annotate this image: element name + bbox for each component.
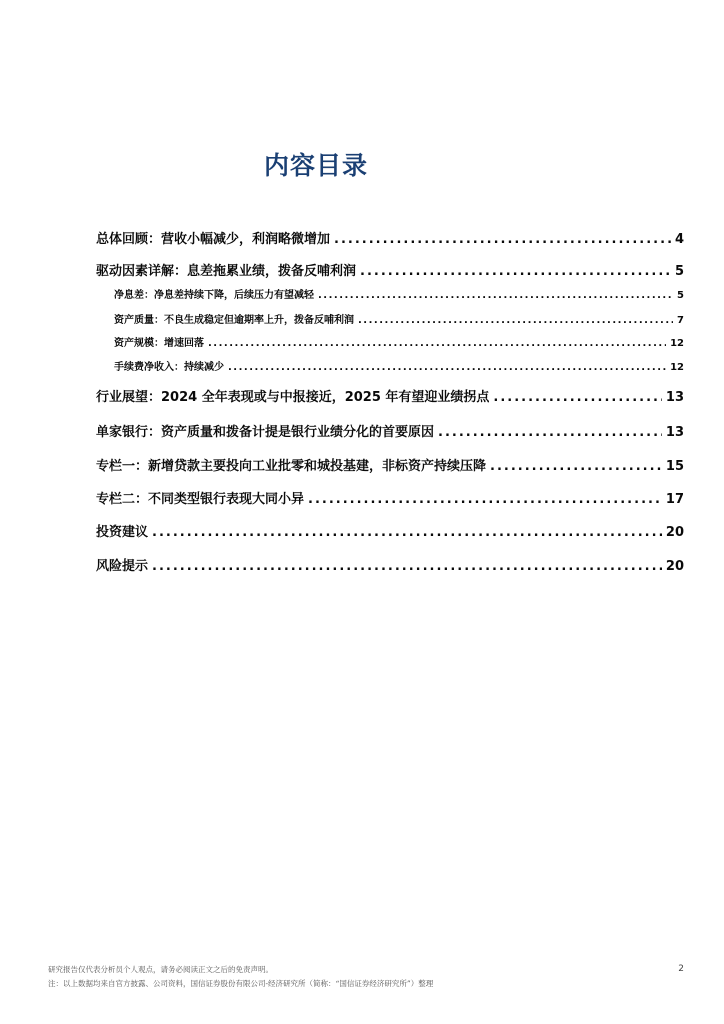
toc-entry-page: 20	[665, 559, 684, 574]
toc-entry-page: 12	[670, 338, 684, 349]
toc-entry-label: 专栏一：新增贷款主要投向工业批零和城投基建，非标资产持续压降	[96, 459, 487, 474]
toc-entry-asset-scale[interactable]	[114, 334, 684, 350]
toc-entry-page: 5	[677, 290, 684, 301]
dot-leader	[438, 425, 662, 440]
toc-entry-page: 13	[665, 390, 684, 405]
toc-entry-label: 单家银行：资产质量和拨备计提是银行业绩分化的首要原因	[96, 425, 435, 440]
toc-entry-page: 17	[665, 492, 684, 507]
toc-entry-overview[interactable]	[96, 228, 684, 248]
toc-entry-single-bank[interactable]	[96, 421, 684, 441]
toc-entry-label: 投资建议	[96, 525, 149, 540]
toc-entry-investment-advice[interactable]	[96, 521, 684, 541]
toc-entry-label: 资产质量：不良生成稳定但逾期率上升，拨备反哺利润	[114, 315, 354, 326]
toc-entry-page: 7	[677, 315, 684, 326]
toc-entry-label: 行业展望：2024 全年表现或与中报接近，2025 年有望迎业绩拐点	[96, 390, 490, 405]
toc-entry-drivers[interactable]	[96, 260, 684, 280]
toc-entry-page: 4	[674, 232, 684, 247]
dot-leader	[308, 492, 662, 507]
toc-entry-asset-quality[interactable]	[114, 311, 684, 327]
toc-entry-page: 12	[670, 362, 684, 373]
toc-entry-fee-income[interactable]	[114, 358, 684, 374]
dot-leader	[228, 362, 666, 373]
toc-entry-label: 专栏二：不同类型银行表现大同小异	[96, 492, 305, 507]
toc-entry-label: 手续费净收入：持续减少	[114, 362, 224, 373]
toc-entry-label: 总体回顾：营收小幅减少，利润略微增加	[96, 232, 331, 247]
toc-entry-page: 20	[665, 525, 684, 540]
toc-title: 内容目录	[263, 151, 368, 180]
toc-entry-page: 13	[665, 425, 684, 440]
dot-leader	[152, 559, 662, 574]
toc-entry-risk-warning[interactable]	[96, 555, 684, 575]
toc-entry-page: 15	[665, 459, 684, 474]
dot-leader	[360, 264, 671, 279]
toc-entry-label: 驱动因素详解：息差拖累业绩，拨备反哺利润	[96, 264, 357, 279]
toc-entry-outlook[interactable]	[96, 386, 684, 406]
toc-entry-column-two[interactable]	[96, 488, 684, 508]
page-number: 2	[678, 964, 684, 974]
toc-entry-page: 5	[674, 264, 684, 279]
footer-source-note: 注：以上数据均来自官方披露、公司资料，国信证券股份有限公司-经济研究所（简称：“国信证券经济研究所”）整理	[48, 979, 434, 988]
dot-leader	[358, 315, 673, 326]
toc-entry-column-one[interactable]	[96, 455, 684, 475]
toc-entry-label: 资产规模：增速回落	[114, 338, 204, 349]
dot-leader	[334, 232, 671, 247]
footer-disclaimer: 研究报告仅代表分析员个人观点，请务必阅读正文之后的免责声明。	[48, 965, 273, 974]
dot-leader	[208, 338, 666, 349]
dot-leader	[490, 459, 662, 474]
dot-leader	[318, 290, 673, 301]
dot-leader	[152, 525, 662, 540]
toc-entry-label: 风险提示	[96, 559, 149, 574]
toc-entry-nim[interactable]	[114, 286, 684, 302]
toc-entry-label: 净息差：净息差持续下降，后续压力有望减轻	[114, 290, 314, 301]
dot-leader	[493, 390, 661, 405]
